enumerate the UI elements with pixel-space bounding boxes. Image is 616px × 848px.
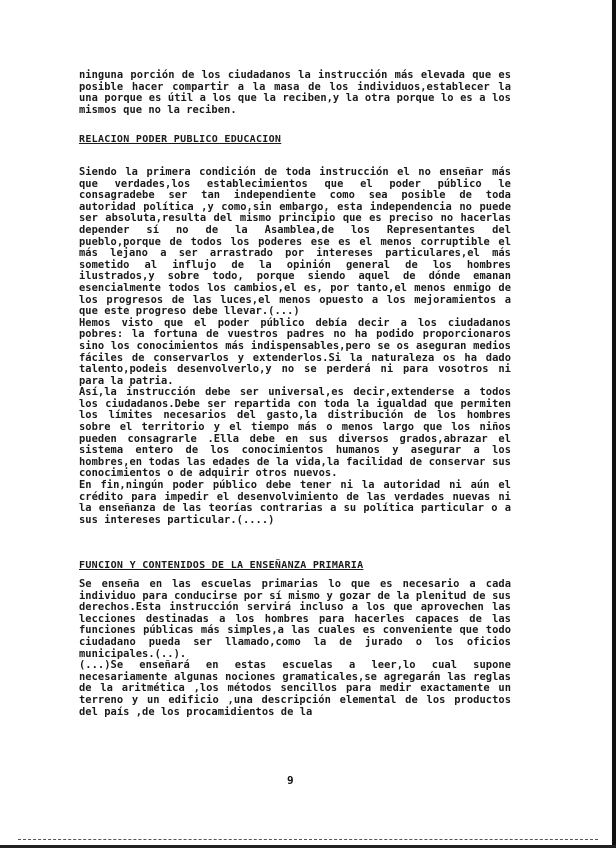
section-heading-funcion: FUNCION Y CONTENIDOS DE LA ENSEÑANZA PRIMARIA [79, 560, 364, 571]
section-heading-relacion: RELACION PODER PUBLICO EDUCACION [79, 134, 282, 145]
paragraph: Siendo la primera condición de toda instrucción el no enseñar más que verdades,los establecimientos que el poder público le consagradebe ser tan independiente como sea posible de toda autoridad política ,y como,sin embargo, esta independencia no puede ser absoluta,resulta del mismo principio que es preciso no hacerlas depender sí no de la Asamblea,de los Representantes del pueblo,porque de todos los poderes ese es el menos corruptible el más lejano a ser arrastrado por intereses particulares,el más sometido al influjo de la opinión general de los hombres ilustrados,y sobre todo, porque siendo aquel de dónde emanan esencialmente todos los cambios,el es, por tanto,el menos enmigo de los progresos de las luces,el menos opuesto a los mejoramientos a que este progreso debe llevar.(...) [79, 166, 511, 318]
scan-edge-right [612, 0, 616, 848]
section1-body [79, 167, 511, 526]
page-number: 9 [287, 774, 294, 787]
paragraph: Hemos visto que el poder público debía decir a los ciudadanos pobres: la fortuna de vuestros padres no ha podido proporcionaros sino los conocimientos más indispensables,pero se os aseguran medios fáciles de conservarlos y extenderlos.Si la naturaleza os ha dado talento,podeis desenvolverlo,y no se perderá ni para vosotros ni para la patria. [79, 316, 511, 387]
paragraph: Se enseña en las escuelas primarias lo que es necesario a cada individuo para conducirse por sí mismo y gozar de la plenitud de sus derechos.Esta instrucción servirá incluso a los que aprovechen las lecciones destinadas a los hombres para hacerles capaces de las funciones públicas más simples,a las cuales es conveniente que todo ciudadano pueda ser llamado,como la de jurado o los oficios municipales.(..). [79, 578, 511, 660]
intro-block [79, 70, 511, 116]
intro-paragraph: ninguna porción de los ciudadanos la instrucción más elevada que es posible hacer compartir a la masa de los individuos,establecer la una porque es útil a los que la reciben,y la otra porque lo es a los mismos que no la reciben. [79, 69, 511, 116]
paragraph: En fin,ningún poder público debe tener ni la autoridad ni aún el crédito para impedir el desenvolvimiento de las verdades nuevas ni la enseñanza de las teorías contrarias a su política particular o a sus intereses particular.(....) [79, 479, 511, 526]
paragraph: (...)Se enseñará en estas escuelas a leer,lo cual supone necesariamente algunas nociones gramaticales,se agregarán las reglas de la aritmética ,los métodos sencillos para medir exactamente un terreno y un edificio ,una descripción elemental de los productos del país ,de los procamidientos de la [79, 659, 511, 718]
paragraph: Así,la instrucción debe ser universal,es decir,extenderse a todos los ciudadanos.Debe ser repartida con toda la igualdad que permiten los límites necesarios del gasto,la distribución de los hombres sobre el territorio y el tiempo más o menos largo que los niños pueden consagrarle .Ella debe en sus diversos grados,abrazar el sistema entero de los conocimientos humanos y asegurar a los hombres,en todas las edades de la vida,la facilidad de conservar sus conocimientos o de adquirir otros nuevos. [79, 386, 511, 480]
section2-body [79, 579, 511, 718]
scan-edge-dash [18, 839, 598, 841]
